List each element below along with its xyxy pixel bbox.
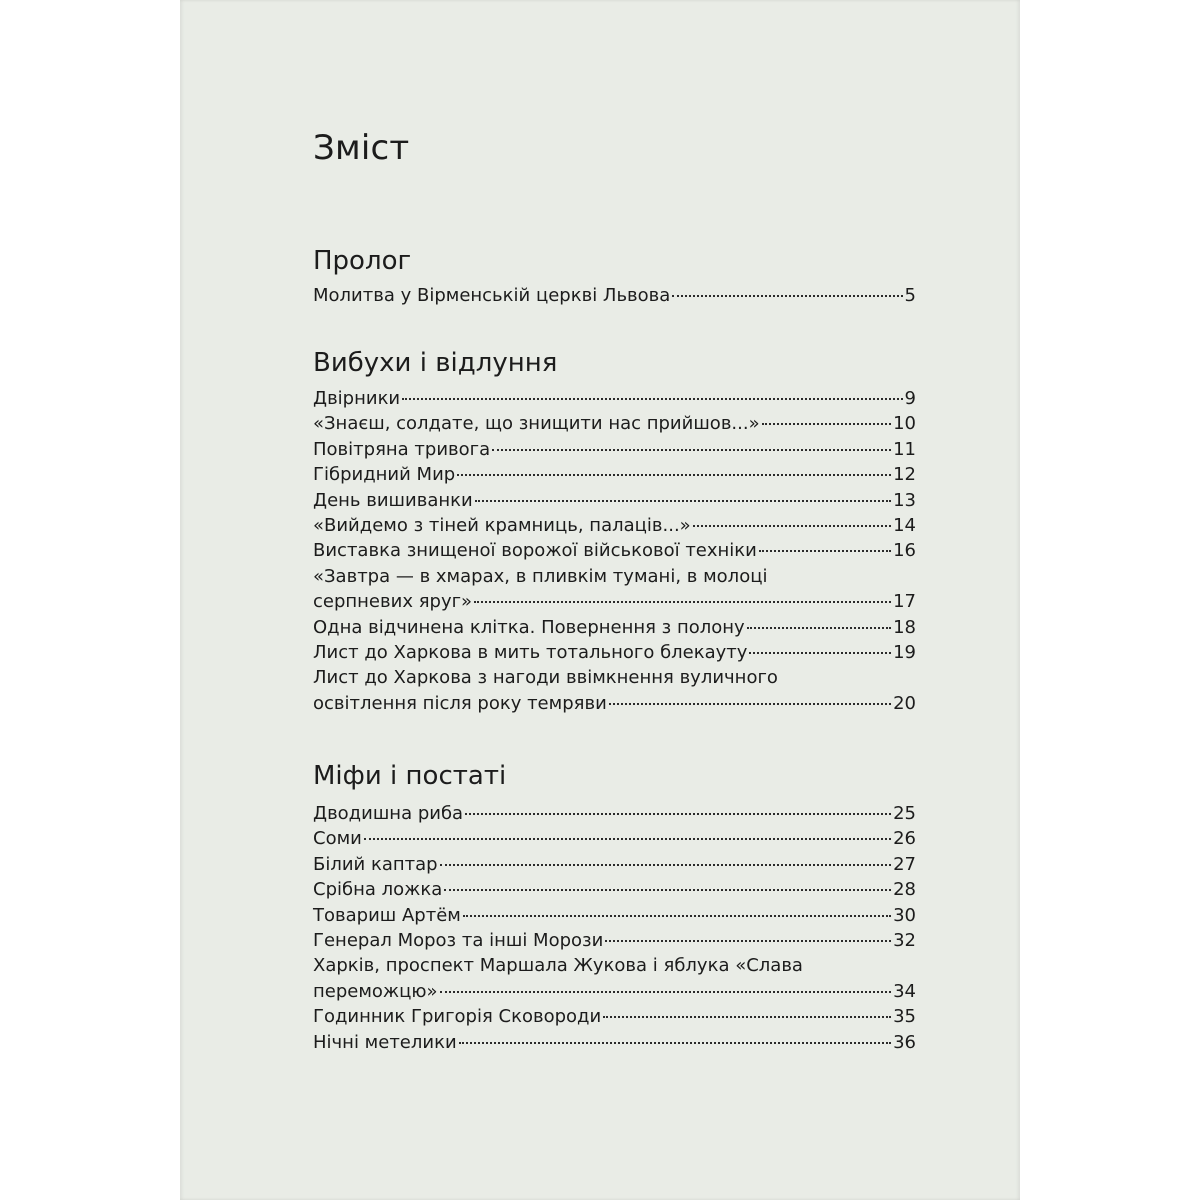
entry-title: Повітряна тривога: [313, 438, 491, 460]
page-number: 30: [893, 904, 916, 926]
entry-title: переможцю»: [313, 980, 438, 1002]
page-number: 13: [893, 489, 916, 511]
dot-leaders: [402, 397, 902, 400]
dot-leaders: [672, 294, 902, 297]
entry-title: Гібридний Мир: [313, 464, 456, 486]
dot-leaders: [465, 812, 891, 815]
entry-title: серпневих яруг»: [313, 591, 473, 613]
dot-leaders: [444, 888, 891, 891]
entry-title: Виставка знищеної ворожої військової техніки: [313, 540, 757, 562]
page-number: 12: [893, 464, 916, 486]
dot-leaders: [463, 914, 891, 917]
toc-entry: [313, 665, 916, 716]
entry-title: «Знаєш, солдате, що знищити нас прийшов...»: [313, 413, 760, 435]
section-title: Пролог: [313, 246, 412, 276]
section-title: Міфи і постаті: [313, 761, 507, 791]
page-number: 19: [893, 642, 916, 664]
entry-title-first-line: Харків, проспект Маршала Жукова і яблука «Слава: [313, 955, 803, 977]
entry-title: Соми: [313, 828, 362, 850]
page-number: 20: [893, 692, 916, 714]
toc-entry: [313, 538, 916, 563]
dot-leaders: [749, 651, 891, 654]
page-number: 17: [893, 591, 916, 613]
dot-leaders: [475, 499, 891, 502]
entry-title: Нічні метелики: [313, 1031, 457, 1053]
page-number: 26: [893, 828, 916, 850]
entry-title: Одна відчинена клітка. Повернення з полону: [313, 616, 745, 638]
entry-title: День вишиванки: [313, 489, 473, 511]
entry-title: Генерал Мороз та інші Морози: [313, 930, 604, 952]
entry-title: «Вийдемо з тіней крамниць, палаців...»: [313, 515, 691, 537]
toc-entry: [313, 283, 916, 308]
dot-leaders: [459, 1041, 891, 1044]
book-page: [180, 0, 1020, 1200]
page-number: 10: [893, 413, 916, 435]
dot-leaders: [440, 990, 892, 993]
entry-title: Молитва у Вірменській церкві Львова: [313, 285, 671, 306]
page-number: 18: [893, 616, 916, 638]
dot-leaders: [457, 473, 891, 476]
toc-entry: [313, 1004, 916, 1029]
entry-title: освітлення після року темряви: [313, 692, 607, 714]
page-number: 34: [893, 980, 916, 1002]
page-number: 5: [904, 285, 916, 306]
dot-leaders: [605, 939, 891, 942]
toc-entry: [313, 852, 916, 877]
entry-title: Двірники: [313, 388, 401, 409]
page-number: 16: [893, 540, 916, 562]
toc-section-explosions: [313, 345, 916, 716]
entry-title: Білий каптар: [313, 853, 438, 875]
entry-title: Товариш Артём: [313, 904, 461, 926]
page-number: 25: [893, 803, 916, 824]
entry-title: Дводишна риба: [313, 803, 464, 824]
toc-section-prologue: [313, 243, 916, 308]
page-number: 27: [893, 853, 916, 875]
toc-entry: [313, 953, 916, 1004]
toc-entry: [313, 462, 916, 487]
toc-section-myths: [313, 758, 916, 1055]
dot-leaders: [609, 702, 891, 705]
dot-leaders: [474, 600, 891, 603]
page-number: 32: [893, 930, 916, 952]
dot-leaders: [762, 422, 891, 425]
toc-entry: [313, 411, 916, 436]
toc-entry: [313, 826, 916, 851]
page-number: 28: [893, 879, 916, 901]
page-number: 11: [893, 438, 916, 460]
dot-leaders: [747, 626, 891, 629]
toc-entry: [313, 615, 916, 640]
toc-entry: [313, 801, 916, 826]
dot-leaders: [693, 524, 891, 527]
dot-leaders: [603, 1015, 891, 1018]
toc-entry: [313, 1030, 916, 1055]
entry-title: Годинник Григорія Сковороди: [313, 1006, 602, 1028]
page-number: 14: [893, 515, 916, 537]
toc-entry: [313, 640, 916, 665]
page-number: 36: [893, 1031, 916, 1053]
entry-title-first-line: Лист до Харкова з нагоди ввімкнення вуличного: [313, 667, 778, 689]
toc-title: Зміст: [313, 128, 410, 168]
page-number: 35: [893, 1006, 916, 1028]
dot-leaders: [364, 837, 891, 840]
toc-entry: [313, 437, 916, 462]
entry-title: Лист до Харкова в мить тотального блекауту: [313, 642, 748, 664]
dot-leaders: [492, 448, 891, 451]
toc-entry: [313, 386, 916, 411]
dot-leaders: [759, 549, 891, 552]
toc-entry: [313, 513, 916, 538]
section-title: Вибухи і відлуння: [313, 348, 558, 378]
entry-title: Срібна ложка: [313, 879, 443, 901]
toc-entry: [313, 564, 916, 615]
toc-entry: [313, 488, 916, 513]
page-number: 9: [904, 388, 916, 409]
toc-entry: [313, 877, 916, 902]
dot-leaders: [440, 863, 892, 866]
toc-entry: [313, 928, 916, 953]
toc-entry: [313, 903, 916, 928]
entry-title-first-line: «Завтра — в хмарах, в пливкім тумані, в молоці: [313, 565, 768, 587]
